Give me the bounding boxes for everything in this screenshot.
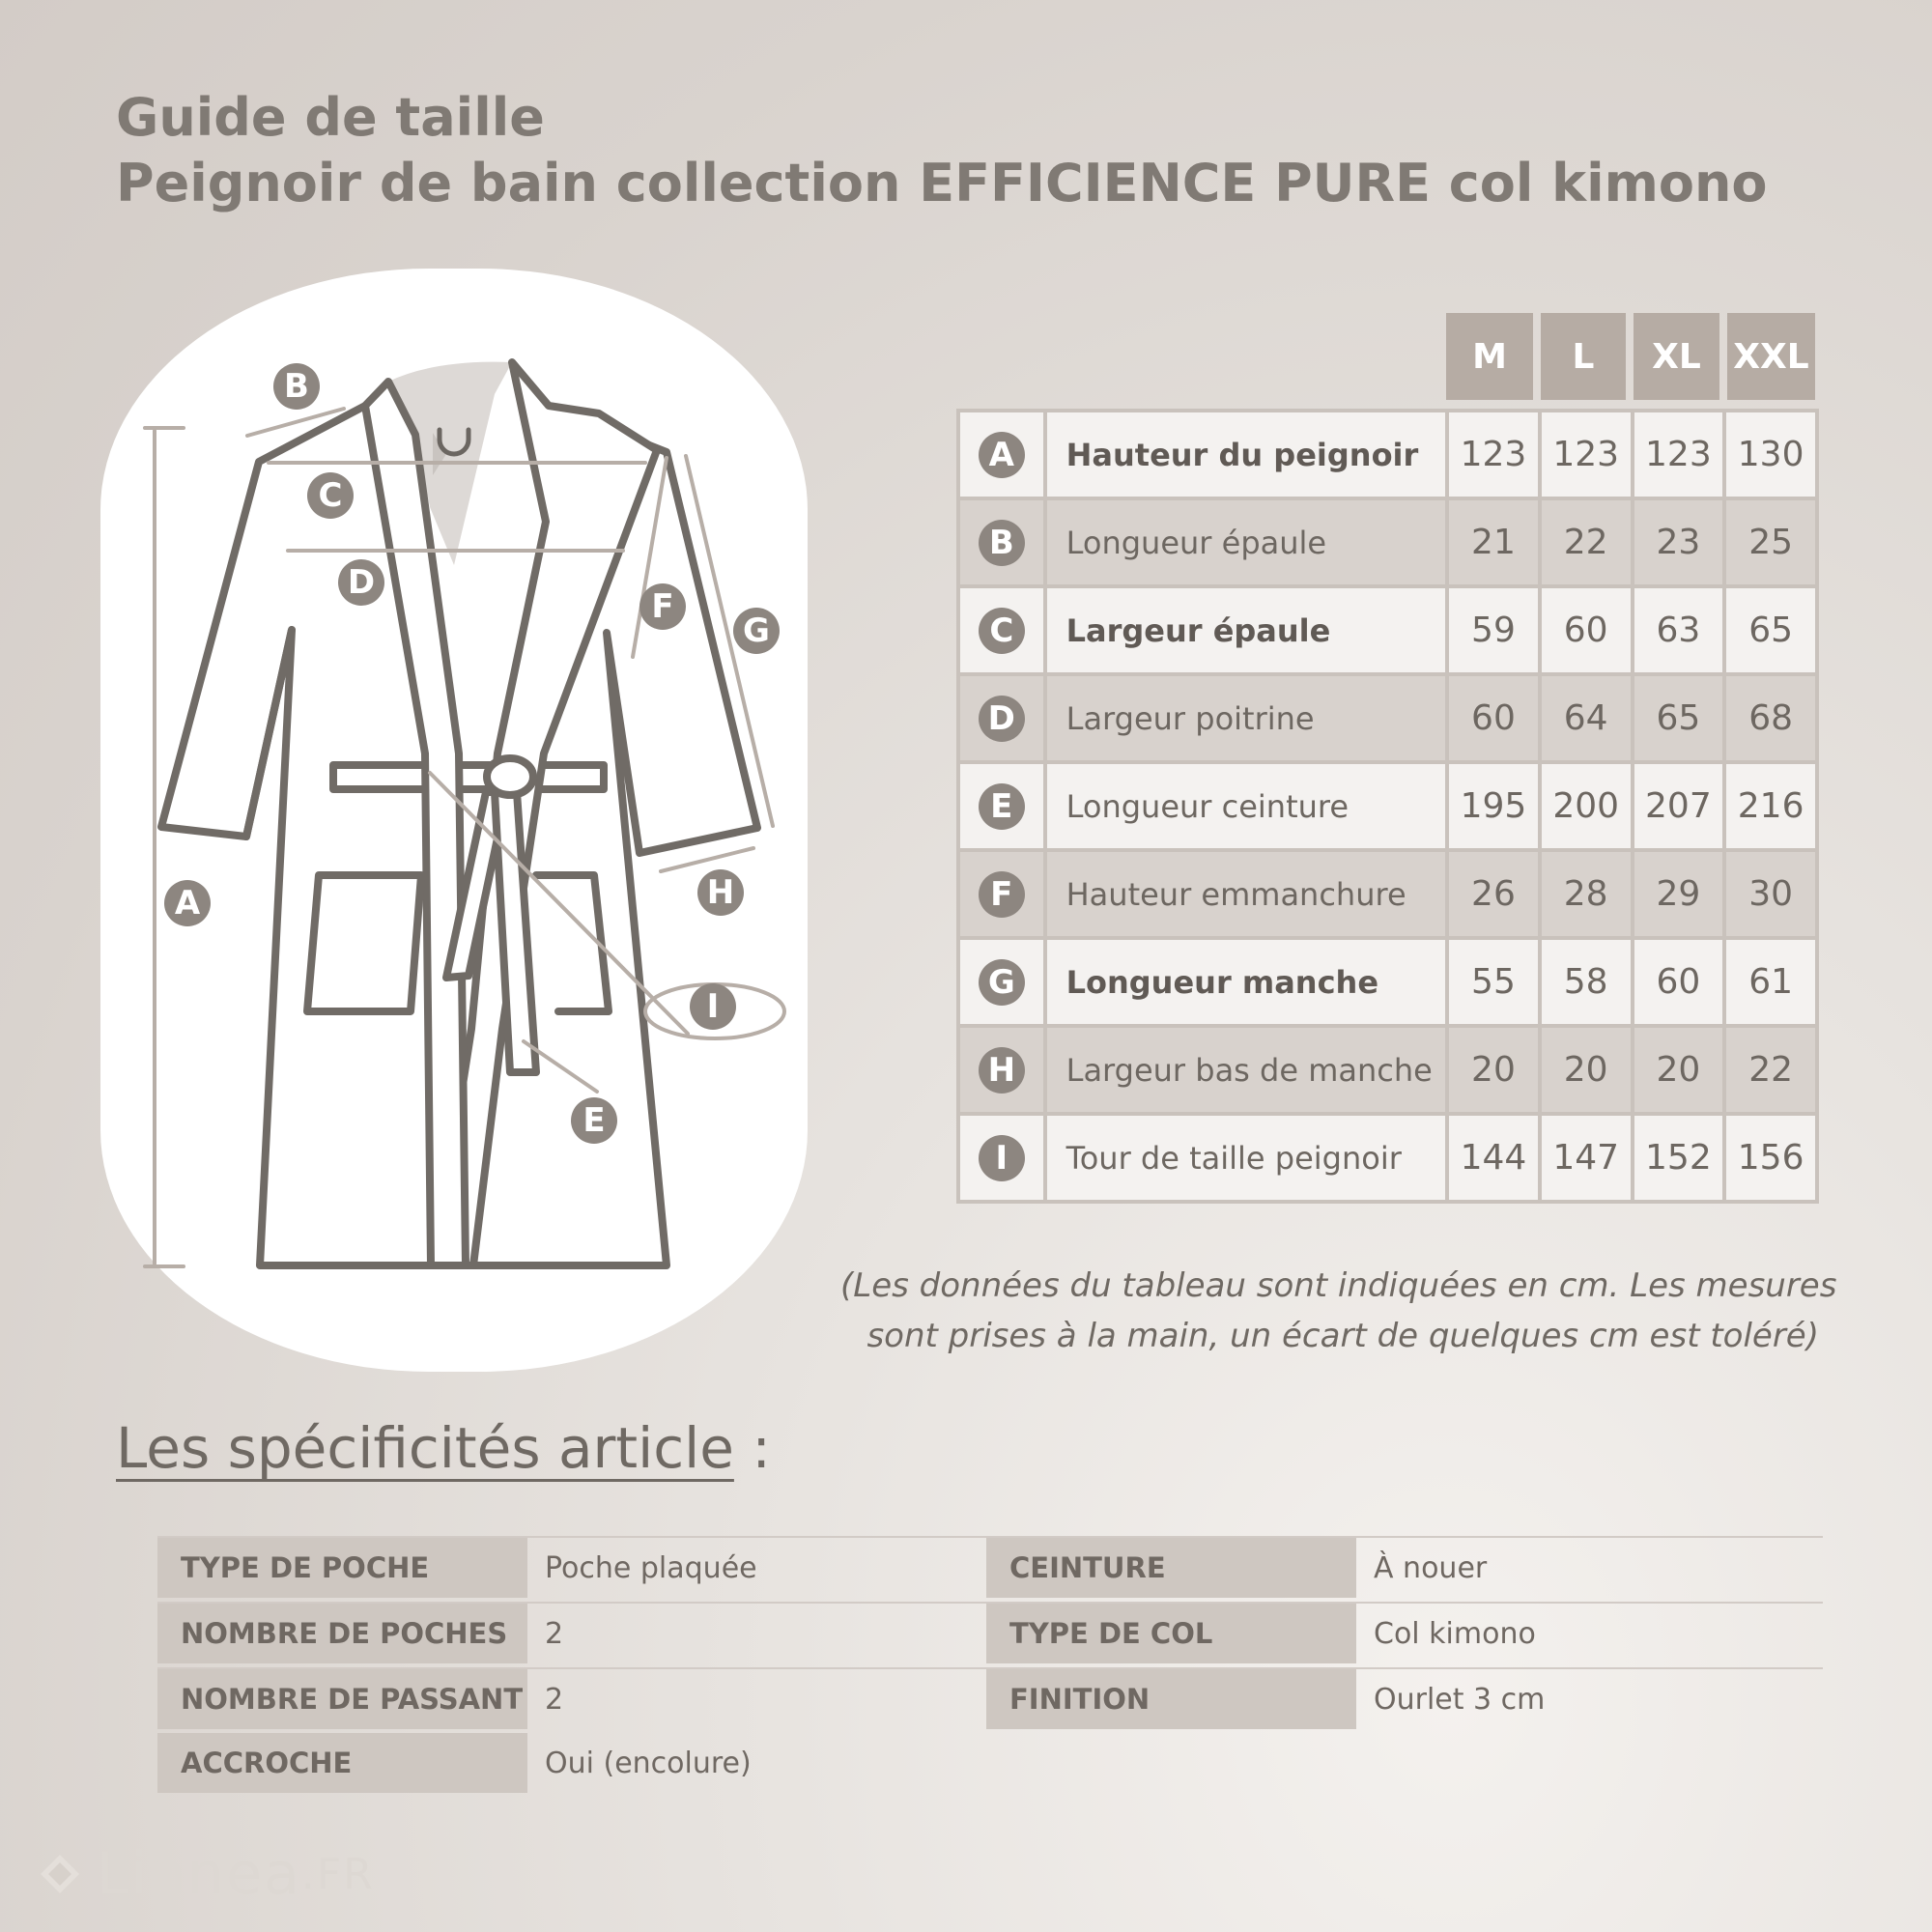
specs-heading-colon: : xyxy=(752,1415,771,1481)
spec-row xyxy=(157,1667,1823,1729)
cell-value: 23 xyxy=(1633,498,1725,586)
cell-value: 61 xyxy=(1724,938,1817,1026)
row-label: Longueur manche xyxy=(1045,938,1447,1026)
table-row xyxy=(958,762,1817,850)
cell-value: 28 xyxy=(1540,850,1633,938)
cell-value: 123 xyxy=(1633,411,1725,498)
size-header-xxl: XXL xyxy=(1727,313,1815,400)
cell-value: 20 xyxy=(1447,1026,1540,1114)
row-f-badge: F xyxy=(979,871,1025,918)
row-h-badge: H xyxy=(979,1047,1025,1094)
table-row xyxy=(958,674,1817,762)
cell-value: 200 xyxy=(1540,762,1633,850)
cell-value: 55 xyxy=(1447,938,1540,1026)
leaf-icon xyxy=(37,1851,83,1897)
table-row xyxy=(958,411,1817,498)
table-row xyxy=(958,586,1817,674)
cell-value: 30 xyxy=(1724,850,1817,938)
cell-value: 65 xyxy=(1633,674,1725,762)
cell-value: 20 xyxy=(1540,1026,1633,1114)
marker-c-badge: C xyxy=(307,472,354,519)
row-label: Longueur épaule xyxy=(1045,498,1447,586)
row-label: Largeur bas de manche xyxy=(1045,1026,1447,1114)
marker-h-badge: H xyxy=(697,869,744,916)
cell-value: 59 xyxy=(1447,586,1540,674)
table-row xyxy=(958,938,1817,1026)
cell-value: 144 xyxy=(1447,1114,1540,1202)
table-row xyxy=(958,1026,1817,1114)
size-header-xl: XL xyxy=(1634,313,1719,400)
marker-d-badge: D xyxy=(338,559,384,606)
linnea-logo xyxy=(37,1840,375,1908)
row-label: Largeur épaule xyxy=(1045,586,1447,674)
row-label: Hauteur du peignoir xyxy=(1045,411,1447,498)
row-label: Hauteur emmanchure xyxy=(1045,850,1447,938)
cell-value: 152 xyxy=(1633,1114,1725,1202)
table-row xyxy=(958,1114,1817,1202)
title-line-2: Peignoir de bain collection EFFICIENCE PURE col kimono xyxy=(116,153,1768,213)
cell-value: 123 xyxy=(1540,411,1633,498)
cell-value: 65 xyxy=(1724,586,1817,674)
row-i-badge: I xyxy=(979,1135,1025,1181)
cell-value: 58 xyxy=(1540,938,1633,1026)
size-table xyxy=(956,409,1819,1204)
spec-value: 2 xyxy=(545,1616,564,1651)
spec-key: NOMBRE DE PASSANT xyxy=(157,1669,527,1729)
marker-e-badge: E xyxy=(571,1097,617,1144)
logo-name: Linnea xyxy=(97,1840,301,1908)
cell-value: 156 xyxy=(1724,1114,1817,1202)
marker-g-badge: G xyxy=(733,608,780,654)
cell-value: 20 xyxy=(1633,1026,1725,1114)
row-b-badge: B xyxy=(979,520,1025,566)
spec-value: Col kimono xyxy=(1374,1616,1536,1651)
spec-value: À nouer xyxy=(1374,1550,1488,1585)
title-line-1: Guide de taille xyxy=(116,87,545,148)
cell-value: 68 xyxy=(1724,674,1817,762)
cell-value: 123 xyxy=(1447,411,1540,498)
cell-value: 147 xyxy=(1540,1114,1633,1202)
cell-value: 64 xyxy=(1540,674,1633,762)
row-e-badge: E xyxy=(979,783,1025,830)
row-g-badge: G xyxy=(979,959,1025,1006)
row-c-badge: C xyxy=(979,608,1025,654)
measurement-note xyxy=(840,1261,1837,1361)
size-header-m: M xyxy=(1446,313,1533,400)
spec-key: FINITION xyxy=(986,1669,1356,1729)
spec-value: Poche plaquée xyxy=(545,1550,757,1585)
cell-value: 22 xyxy=(1540,498,1633,586)
specs-heading-text: Les spécificités article xyxy=(116,1415,734,1481)
logo-tld: .FR xyxy=(300,1849,375,1899)
spec-key: ACCROCHE xyxy=(157,1733,527,1793)
specs-heading xyxy=(116,1415,771,1481)
cell-value: 29 xyxy=(1633,850,1725,938)
cell-value: 22 xyxy=(1724,1026,1817,1114)
cell-value: 25 xyxy=(1724,498,1817,586)
marker-i-badge: I xyxy=(690,983,736,1030)
row-label: Largeur poitrine xyxy=(1045,674,1447,762)
size-header-l: L xyxy=(1541,313,1626,400)
row-d-badge: D xyxy=(979,696,1025,742)
cell-value: 130 xyxy=(1724,411,1817,498)
note-line-1: (Les données du tableau sont indiquées en cm. Les mesures xyxy=(840,1266,1837,1305)
cell-value: 60 xyxy=(1540,586,1633,674)
row-label: Tour de taille peignoir xyxy=(1045,1114,1447,1202)
cell-value: 60 xyxy=(1447,674,1540,762)
cell-value: 195 xyxy=(1447,762,1540,850)
cell-value: 63 xyxy=(1633,586,1725,674)
spec-value: Oui (encolure) xyxy=(545,1746,752,1780)
spec-key: TYPE DE COL xyxy=(986,1604,1356,1663)
cell-value: 21 xyxy=(1447,498,1540,586)
cell-value: 207 xyxy=(1633,762,1725,850)
cell-value: 60 xyxy=(1633,938,1725,1026)
table-row xyxy=(958,850,1817,938)
spec-value: Ourlet 3 cm xyxy=(1374,1682,1546,1717)
row-a-badge: A xyxy=(979,432,1025,478)
marker-a-badge: A xyxy=(164,880,211,926)
table-row xyxy=(958,498,1817,586)
note-line-2: sont prises à la main, un écart de quelques cm est toléré) xyxy=(867,1317,1819,1355)
cell-value: 216 xyxy=(1724,762,1817,850)
spec-key: NOMBRE DE POCHES xyxy=(157,1604,527,1663)
spec-value: 2 xyxy=(545,1682,564,1717)
spec-row xyxy=(157,1733,1823,1793)
marker-b-badge: B xyxy=(273,363,320,410)
spec-row xyxy=(157,1602,1823,1663)
specs-table xyxy=(157,1536,1823,1797)
marker-f-badge: F xyxy=(639,583,686,630)
spec-key: TYPE DE POCHE xyxy=(157,1538,527,1598)
row-label: Longueur ceinture xyxy=(1045,762,1447,850)
cell-value: 26 xyxy=(1447,850,1540,938)
spec-key: CEINTURE xyxy=(986,1538,1356,1598)
spec-row xyxy=(157,1536,1823,1598)
